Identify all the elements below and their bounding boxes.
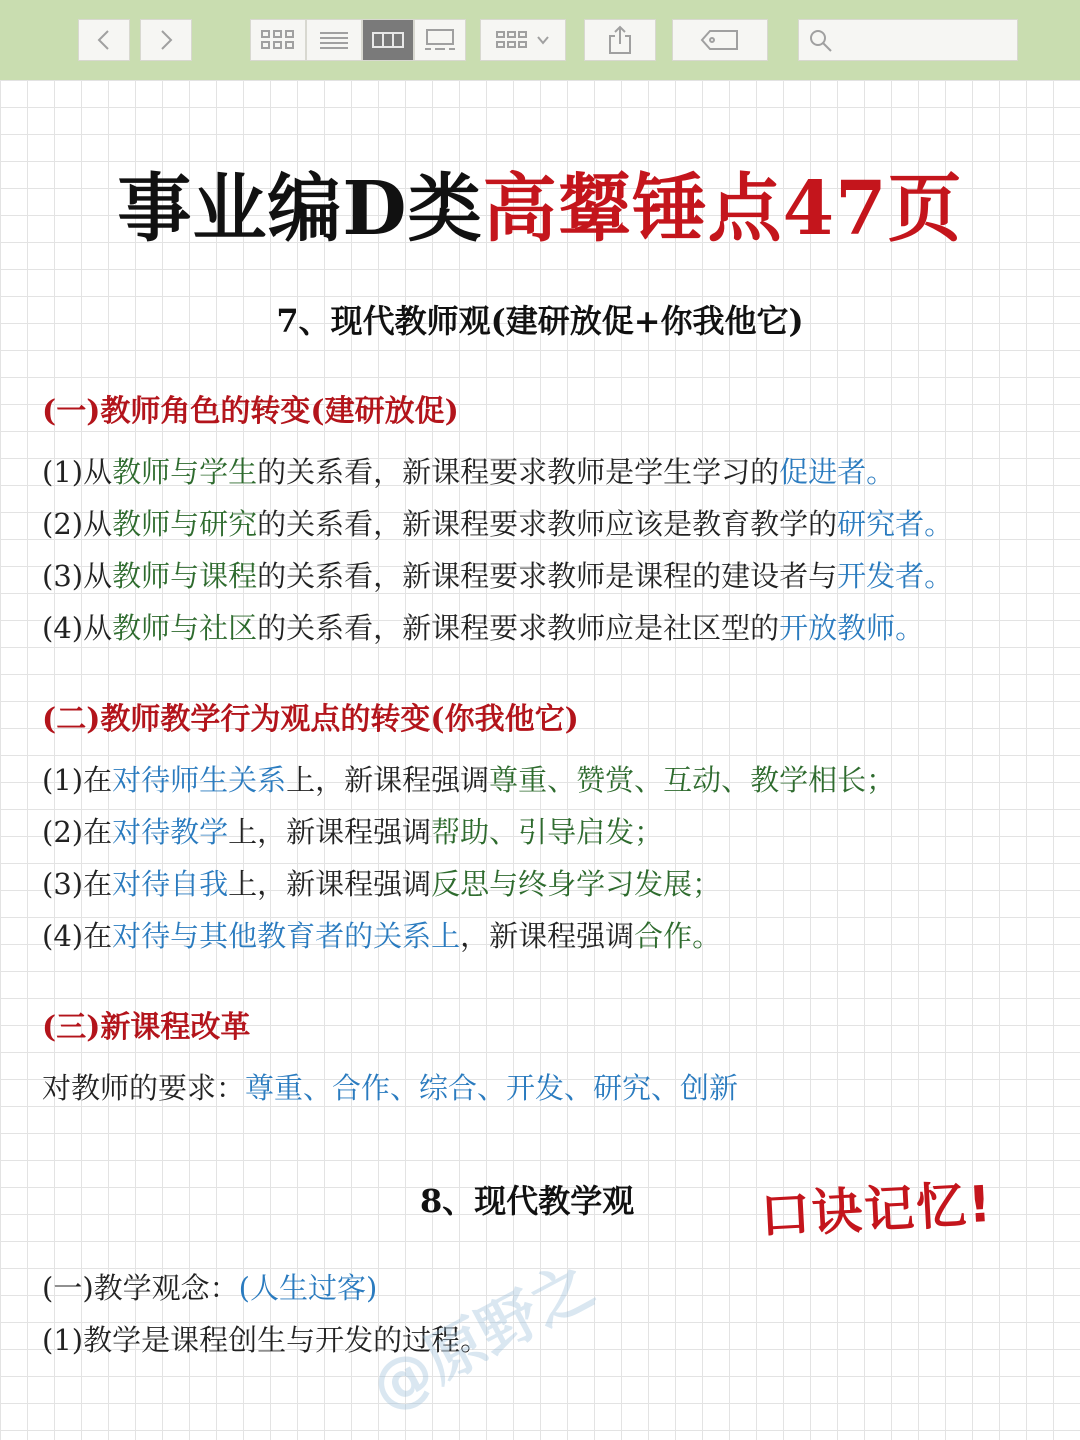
line-keyword: 对待与其他教育者的关系上: [112, 919, 461, 953]
line-prefix: (2)从: [42, 507, 113, 541]
line-text: 的关系看，新课程要求教师是学生学习的: [257, 455, 780, 489]
search-icon: [808, 28, 834, 58]
line-highlight: 开发者。: [837, 559, 954, 593]
list-item: (1)教学是课程创生与开发的过程。: [42, 1323, 490, 1357]
watermark: @原野之: [359, 1250, 605, 1425]
list-item: [42, 606, 924, 647]
share-button[interactable]: [584, 19, 656, 61]
line-text: 的关系看，新课程要求教师是课程的建设者与: [257, 559, 838, 593]
line-prefix: (4)从: [42, 611, 113, 645]
section-7-title: 7、现代教师观(建研放促+你我他它): [276, 302, 804, 340]
group-menu-button[interactable]: [480, 19, 566, 61]
title-part-red: 高颦锤点47页: [482, 166, 963, 252]
back-button[interactable]: [78, 19, 130, 61]
teaching-concept: [42, 1266, 377, 1307]
list-item: [42, 502, 953, 543]
line-text: 的关系看，新课程要求教师应该是教育教学的: [257, 507, 838, 541]
list-item: [42, 862, 721, 903]
chevron-down-icon: [535, 34, 551, 46]
line-keyword: 教师与社区: [112, 611, 258, 645]
title-part-black: 事业编D类: [117, 166, 483, 252]
requirements-label: 对教师的要求：: [42, 1071, 246, 1105]
teacher-requirements: [42, 1066, 738, 1107]
section-7-subheading-1: (一)教师角色的转变(建研放促): [42, 394, 459, 429]
list-item: [42, 758, 895, 799]
line-prefix: (1)从: [42, 455, 113, 489]
line-highlight: 研究者。: [837, 507, 954, 541]
line-text: 上，新课程强调: [286, 763, 490, 797]
grid-view-button[interactable]: [250, 19, 306, 61]
line-keyword: 教师与课程: [112, 559, 258, 593]
line-keyword: 对待师生关系: [112, 763, 287, 797]
line-highlight: 开放教师。: [779, 611, 925, 645]
mnemonic-stamp: 口诀记忆!: [758, 1174, 995, 1246]
chevron-left-icon: [94, 28, 114, 52]
chevron-right-icon: [156, 28, 176, 52]
concept-value: (人生过客): [238, 1271, 378, 1305]
share-icon: [607, 25, 633, 55]
gallery-view-icon: [423, 28, 457, 52]
column-view-button[interactable]: [362, 19, 414, 61]
requirements-value: 尊重、合作、综合、开发、研究、创新: [245, 1071, 739, 1105]
toolbar: [0, 0, 1080, 80]
line-keyword: 教师与研究: [112, 507, 258, 541]
concept-label: (一)教学观念：: [42, 1271, 239, 1305]
list-item: [42, 554, 953, 595]
line-highlight: 尊重、赞赏、互动、教学相长；: [489, 763, 896, 797]
line-keyword: 教师与学生: [112, 455, 258, 489]
section-7-subheading-2: (二)教师教学行为观点的转变(你我他它): [42, 702, 579, 737]
list-item: [42, 914, 721, 955]
gallery-view-button[interactable]: [414, 19, 466, 61]
group-icon: [495, 29, 535, 51]
page-title: [0, 150, 1080, 256]
list-view-button[interactable]: [306, 19, 362, 61]
line-highlight: 合作。: [634, 919, 722, 953]
tag-button[interactable]: [672, 19, 768, 61]
line-prefix: (2)在: [42, 815, 113, 849]
list-item: [42, 810, 663, 851]
line-highlight: 帮助、引导启发；: [431, 815, 664, 849]
line-keyword: 对待教学: [112, 815, 229, 849]
column-view-icon: [371, 29, 405, 51]
line-keyword: 对待自我: [112, 867, 229, 901]
list-item: [42, 450, 895, 491]
line-text: 上，新课程强调: [228, 815, 432, 849]
line-prefix: (1)在: [42, 763, 113, 797]
line-text: 的关系看，新课程要求教师应是社区型的: [257, 611, 780, 645]
line-highlight: 促进者。: [779, 455, 896, 489]
line-prefix: (4)在: [42, 919, 113, 953]
section-8-title: 8、现代教学观: [420, 1182, 635, 1220]
grid-view-icon: [260, 29, 296, 51]
line-prefix: (3)在: [42, 867, 113, 901]
section-7-subheading-3: (三)新课程改革: [42, 1010, 251, 1045]
line-text: ，新课程强调: [460, 919, 635, 953]
tag-icon: [700, 28, 740, 52]
line-highlight: 反思与终身学习发展；: [431, 867, 722, 901]
list-view-icon: [318, 29, 350, 51]
line-prefix: (3)从: [42, 559, 113, 593]
line-text: 上，新课程强调: [228, 867, 432, 901]
forward-button[interactable]: [140, 19, 192, 61]
